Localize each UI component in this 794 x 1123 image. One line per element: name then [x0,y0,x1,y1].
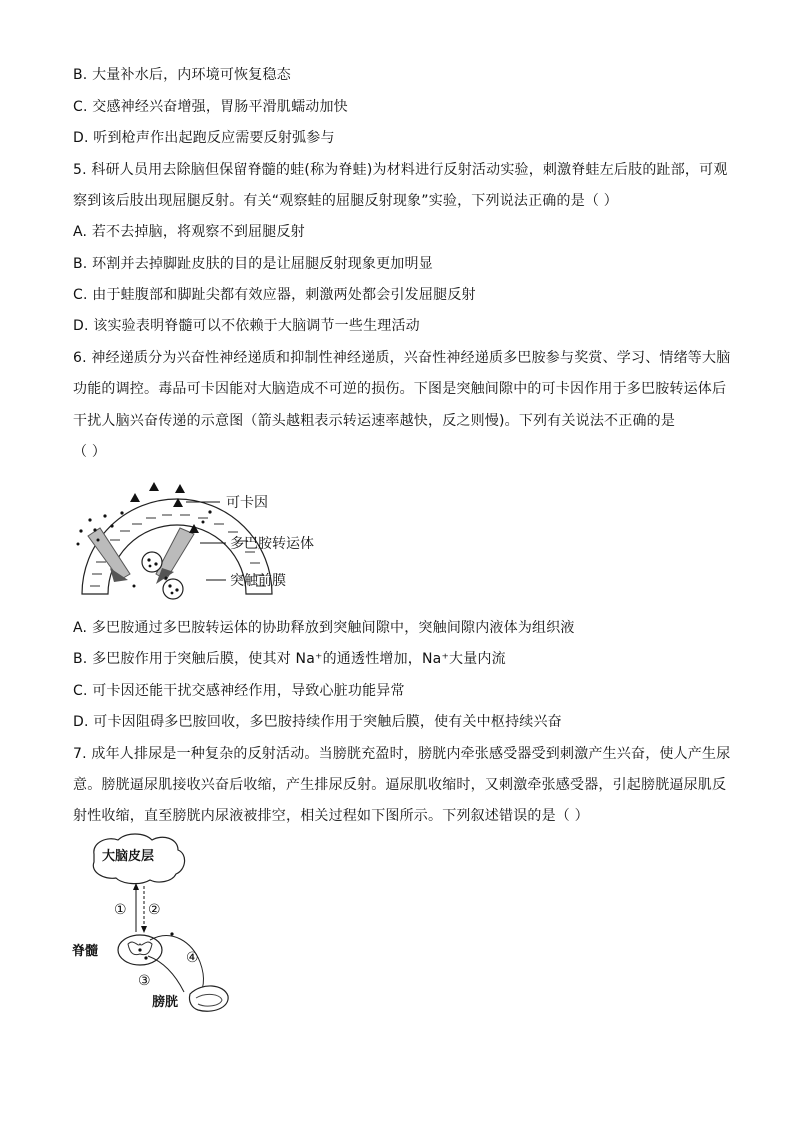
question-line: 6. 神经递质分为兴奋性神经递质和抑制性神经递质，兴奋性神经递质多巴胺参与奖赏、学习、情绪等大脑 [73,350,731,366]
option-line: A. 若不去掉脑，将观察不到屈腿反射 [73,224,305,240]
question-line: 意。膀胱逼尿肌接收兴奋后收缩，产生排尿反射。逼尿肌收缩时，又刺激牵张感受器，引起膀胱逼尿肌反 [73,777,727,793]
option-line: C. 由于蛙腹部和脚趾尖都有效应器，刺激两处都会引发屈腿反射 [73,287,476,303]
urination-reflex-diagram [72,832,242,1017]
question-line: 5. 科研人员用去除脑但保留脊髓的蛙(称为脊蛙)为材料进行反射活动实验，刺激脊蛙左后肢的趾部，可观 [73,162,728,178]
label-cerebral-cortex: 大脑皮层 [102,849,155,864]
vesicle [163,579,183,599]
question-line: （ ） [73,444,107,460]
question-line: 射性收缩，直至膀胱内尿液被排空，相关过程如下图所示。下列叙述错误的是（ ） [73,808,589,824]
label-spinal-cord: 脊髓 [72,944,99,959]
option-line: C. 可卡因还能干扰交感神经作用，导致心脏功能异常 [73,683,405,699]
option-line: D. 听到枪声作出起跑反应需要反射弧参与 [73,130,335,146]
question-line: 功能的调控。毒品可卡因能对大脑造成不可逆的损伤。下图是突触间隙中的可卡因作用于多巴胺转运体后 [73,381,727,397]
question-line: 7. 成年人排尿是一种复杂的反射活动。当膀胱充盈时，膀胱内牵张感受器受到刺激产生兴奋，使人产生尿 [73,746,731,762]
marker-4: ④ [186,950,199,966]
option-line: B. 环割并去掉脚趾皮肤的目的是让屈腿反射现象更加明显 [73,256,433,272]
question-line: 干扰人脑兴奋传递的示意图（箭头越粗表示转运速率越快，反之则慢)。下列有关说法不正确的是 [73,413,676,429]
vesicle [142,552,162,572]
bladder-shape [189,986,228,1011]
option-line: C. 交感神经兴奋增强，胃肠平滑肌蠕动加快 [73,99,348,115]
label-dopamine-transporter: 多巴胺转运体 [230,536,314,552]
option-line: B. 多巴胺作用于突触后膜，使其对 Na⁺的通透性增加，Na⁺大量内流 [73,651,506,667]
synapse-diagram [70,476,340,606]
option-line: B. 大量补水后，内环境可恢复稳态 [73,67,291,83]
option-line: D. 可卡因阻碍多巴胺回收，多巴胺持续作用于突触后膜，使有关中枢持续兴奋 [73,714,562,730]
marker-2: ② [148,902,161,918]
label-bladder: 膀胱 [152,995,179,1010]
option-line: D. 该实验表明脊髓可以不依赖于大脑调节一些生理活动 [73,318,420,334]
marker-1: ① [114,902,127,918]
label-cocaine: 可卡因 [226,495,268,511]
option-line: A. 多巴胺通过多巴胺转运体的协助释放到突触间隙中，突触间隙内液体为组织液 [73,620,575,636]
label-presynaptic-membrane: 突触前膜 [230,573,286,589]
marker-3: ③ [138,973,151,989]
question-line: 察到该后肢出现屈腿反射。有关“观察蛙的屈腿反射现象”实验，下列说法正确的是（ ） [73,193,618,209]
